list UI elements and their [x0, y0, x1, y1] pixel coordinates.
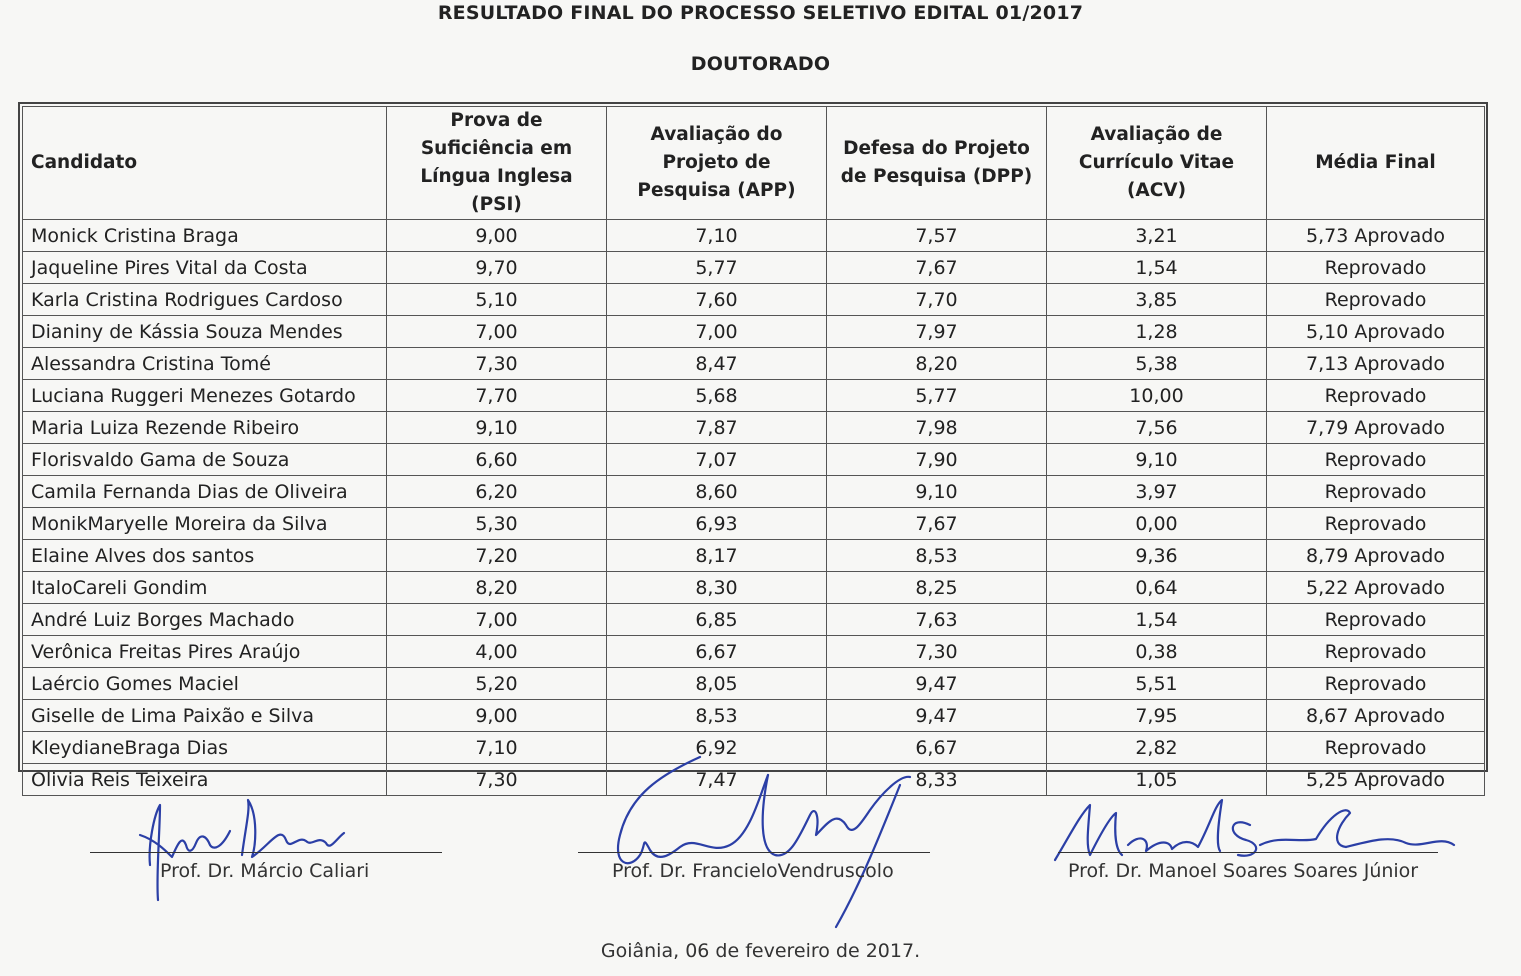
- cell-app: 8,47: [607, 348, 827, 380]
- cell-media-final: 5,25 Aprovado: [1267, 764, 1485, 796]
- table-row: [23, 252, 1485, 284]
- cell-app: 6,85: [607, 604, 827, 636]
- cell-acv: 1,54: [1047, 604, 1267, 636]
- cell-media-final: 5,10 Aprovado: [1267, 316, 1485, 348]
- cell-psi: 7,70: [387, 380, 607, 412]
- signature-name-3: Prof. Dr. Manoel Soares Soares Júnior: [1068, 860, 1419, 882]
- cell-candidato: Florisvaldo Gama de Souza: [23, 444, 387, 476]
- table-row: [23, 444, 1485, 476]
- table-row: [23, 380, 1485, 412]
- cell-acv: 9,36: [1047, 540, 1267, 572]
- cell-dpp: 8,53: [827, 540, 1047, 572]
- cell-candidato: Verônica Freitas Pires Araújo: [23, 636, 387, 668]
- cell-psi: 4,00: [387, 636, 607, 668]
- cell-media-final: 8,79 Aprovado: [1267, 540, 1485, 572]
- cell-candidato: Karla Cristina Rodrigues Cardoso: [23, 284, 387, 316]
- cell-dpp: 7,97: [827, 316, 1047, 348]
- cell-candidato: Olivia Reis Teixeira: [23, 764, 387, 796]
- header-media-final: Média Final: [1267, 107, 1485, 220]
- cell-acv: 3,85: [1047, 284, 1267, 316]
- cell-app: 8,17: [607, 540, 827, 572]
- header-acv: Avaliação de Currículo Vitae (ACV): [1047, 107, 1267, 220]
- cell-acv: 1,28: [1047, 316, 1267, 348]
- cell-app: 8,60: [607, 476, 827, 508]
- table-row: [23, 412, 1485, 444]
- cell-dpp: 8,25: [827, 572, 1047, 604]
- table-row: [23, 700, 1485, 732]
- table-row: [23, 284, 1485, 316]
- cell-media-final: Reprovado: [1267, 636, 1485, 668]
- cell-media-final: 7,13 Aprovado: [1267, 348, 1485, 380]
- cell-acv: 1,05: [1047, 764, 1267, 796]
- header-psi: Prova de Suficiência em Língua Inglesa (PSI): [387, 107, 607, 220]
- cell-psi: 7,30: [387, 764, 607, 796]
- signature-line-3: [1058, 852, 1438, 853]
- table-header-row: [23, 107, 1485, 220]
- document-subtitle: DOUTORADO: [690, 53, 831, 75]
- cell-candidato: Laércio Gomes Maciel: [23, 668, 387, 700]
- cell-media-final: 7,79 Aprovado: [1267, 412, 1485, 444]
- signature-soares: [1050, 795, 1460, 899]
- cell-acv: 3,21: [1047, 220, 1267, 252]
- cell-dpp: 9,10: [827, 476, 1047, 508]
- cell-app: 7,47: [607, 764, 827, 796]
- cell-candidato: Alessandra Cristina Tomé: [23, 348, 387, 380]
- cell-dpp: 7,63: [827, 604, 1047, 636]
- cell-media-final: Reprovado: [1267, 732, 1485, 764]
- cell-app: 6,67: [607, 636, 827, 668]
- cell-app: 8,05: [607, 668, 827, 700]
- results-table: [22, 106, 1485, 796]
- cell-psi: 7,10: [387, 732, 607, 764]
- signature-line-2: [578, 852, 930, 853]
- table-row: [23, 572, 1485, 604]
- cell-dpp: 7,70: [827, 284, 1047, 316]
- cell-acv: 5,51: [1047, 668, 1267, 700]
- footer-date: Goiânia, 06 de fevereiro de 2017.: [600, 940, 921, 962]
- cell-media-final: Reprovado: [1267, 508, 1485, 540]
- cell-dpp: 8,33: [827, 764, 1047, 796]
- cell-psi: 7,00: [387, 316, 607, 348]
- table-row: [23, 476, 1485, 508]
- cell-dpp: 7,67: [827, 252, 1047, 284]
- cell-psi: 7,30: [387, 348, 607, 380]
- cell-acv: 9,10: [1047, 444, 1267, 476]
- cell-psi: 9,70: [387, 252, 607, 284]
- cell-media-final: Reprovado: [1267, 476, 1485, 508]
- cell-dpp: 7,90: [827, 444, 1047, 476]
- cell-dpp: 9,47: [827, 700, 1047, 732]
- cell-dpp: 5,77: [827, 380, 1047, 412]
- cell-app: 6,92: [607, 732, 827, 764]
- table-row: [23, 316, 1485, 348]
- cell-app: 7,00: [607, 316, 827, 348]
- cell-acv: 1,54: [1047, 252, 1267, 284]
- cell-candidato: ItaloCareli Gondim: [23, 572, 387, 604]
- cell-media-final: Reprovado: [1267, 252, 1485, 284]
- cell-acv: 3,97: [1047, 476, 1267, 508]
- cell-candidato: Dianiny de Kássia Souza Mendes: [23, 316, 387, 348]
- cell-dpp: 7,98: [827, 412, 1047, 444]
- cell-dpp: 7,57: [827, 220, 1047, 252]
- cell-candidato: Elaine Alves dos santos: [23, 540, 387, 572]
- cell-psi: 6,20: [387, 476, 607, 508]
- cell-app: 7,60: [607, 284, 827, 316]
- table-row: [23, 220, 1485, 252]
- cell-app: 6,93: [607, 508, 827, 540]
- signature-vendruscolo: [600, 755, 920, 934]
- cell-psi: 5,10: [387, 284, 607, 316]
- cell-psi: 8,20: [387, 572, 607, 604]
- cell-acv: 7,95: [1047, 700, 1267, 732]
- cell-media-final: Reprovado: [1267, 604, 1485, 636]
- cell-psi: 6,60: [387, 444, 607, 476]
- cell-media-final: 5,73 Aprovado: [1267, 220, 1485, 252]
- cell-psi: 7,20: [387, 540, 607, 572]
- cell-app: 7,10: [607, 220, 827, 252]
- cell-app: 8,30: [607, 572, 827, 604]
- cell-candidato: Camila Fernanda Dias de Oliveira: [23, 476, 387, 508]
- signature-line-1: [90, 852, 442, 853]
- table-row: [23, 348, 1485, 380]
- signature-name-2: Prof. Dr. FrancieloVendruscolo: [612, 860, 894, 882]
- cell-media-final: 5,22 Aprovado: [1267, 572, 1485, 604]
- table-row: [23, 540, 1485, 572]
- cell-acv: 0,64: [1047, 572, 1267, 604]
- cell-candidato: Giselle de Lima Paixão e Silva: [23, 700, 387, 732]
- cell-media-final: Reprovado: [1267, 380, 1485, 412]
- header-app: Avaliação do Projeto de Pesquisa (APP): [607, 107, 827, 220]
- cell-acv: 2,82: [1047, 732, 1267, 764]
- cell-candidato: Jaqueline Pires Vital da Costa: [23, 252, 387, 284]
- cell-psi: 7,00: [387, 604, 607, 636]
- cell-candidato: André Luiz Borges Machado: [23, 604, 387, 636]
- cell-dpp: 7,67: [827, 508, 1047, 540]
- cell-dpp: 7,30: [827, 636, 1047, 668]
- cell-psi: 9,00: [387, 700, 607, 732]
- cell-media-final: Reprovado: [1267, 668, 1485, 700]
- table-row: [23, 604, 1485, 636]
- cell-candidato: Luciana Ruggeri Menezes Gotardo: [23, 380, 387, 412]
- cell-app: 5,68: [607, 380, 827, 412]
- table-row: [23, 508, 1485, 540]
- cell-acv: 0,38: [1047, 636, 1267, 668]
- cell-acv: 7,56: [1047, 412, 1267, 444]
- cell-psi: 5,20: [387, 668, 607, 700]
- header-dpp: Defesa do Projeto de Pesquisa (DPP): [827, 107, 1047, 220]
- cell-acv: 10,00: [1047, 380, 1267, 412]
- cell-psi: 9,00: [387, 220, 607, 252]
- cell-app: 7,87: [607, 412, 827, 444]
- cell-candidato: Maria Luiza Rezende Ribeiro: [23, 412, 387, 444]
- cell-media-final: 8,67 Aprovado: [1267, 700, 1485, 732]
- cell-dpp: 9,47: [827, 668, 1047, 700]
- cell-dpp: 6,67: [827, 732, 1047, 764]
- cell-app: 5,77: [607, 252, 827, 284]
- cell-acv: 0,00: [1047, 508, 1267, 540]
- table-row: [23, 636, 1485, 668]
- cell-psi: 5,30: [387, 508, 607, 540]
- cell-candidato: MonikMaryelle Moreira da Silva: [23, 508, 387, 540]
- cell-dpp: 8,20: [827, 348, 1047, 380]
- cell-media-final: Reprovado: [1267, 284, 1485, 316]
- table-row: [23, 668, 1485, 700]
- cell-app: 8,53: [607, 700, 827, 732]
- cell-candidato: Monick Cristina Braga: [23, 220, 387, 252]
- cell-media-final: Reprovado: [1267, 444, 1485, 476]
- header-candidato: Candidato: [23, 107, 387, 220]
- cell-candidato: KleydianeBraga Dias: [23, 732, 387, 764]
- signature-name-1: Prof. Dr. Márcio Caliari: [160, 860, 370, 882]
- cell-psi: 9,10: [387, 412, 607, 444]
- cell-app: 7,07: [607, 444, 827, 476]
- document-title: RESULTADO FINAL DO PROCESSO SELETIVO EDITAL 01/2017: [437, 2, 1084, 24]
- cell-acv: 5,38: [1047, 348, 1267, 380]
